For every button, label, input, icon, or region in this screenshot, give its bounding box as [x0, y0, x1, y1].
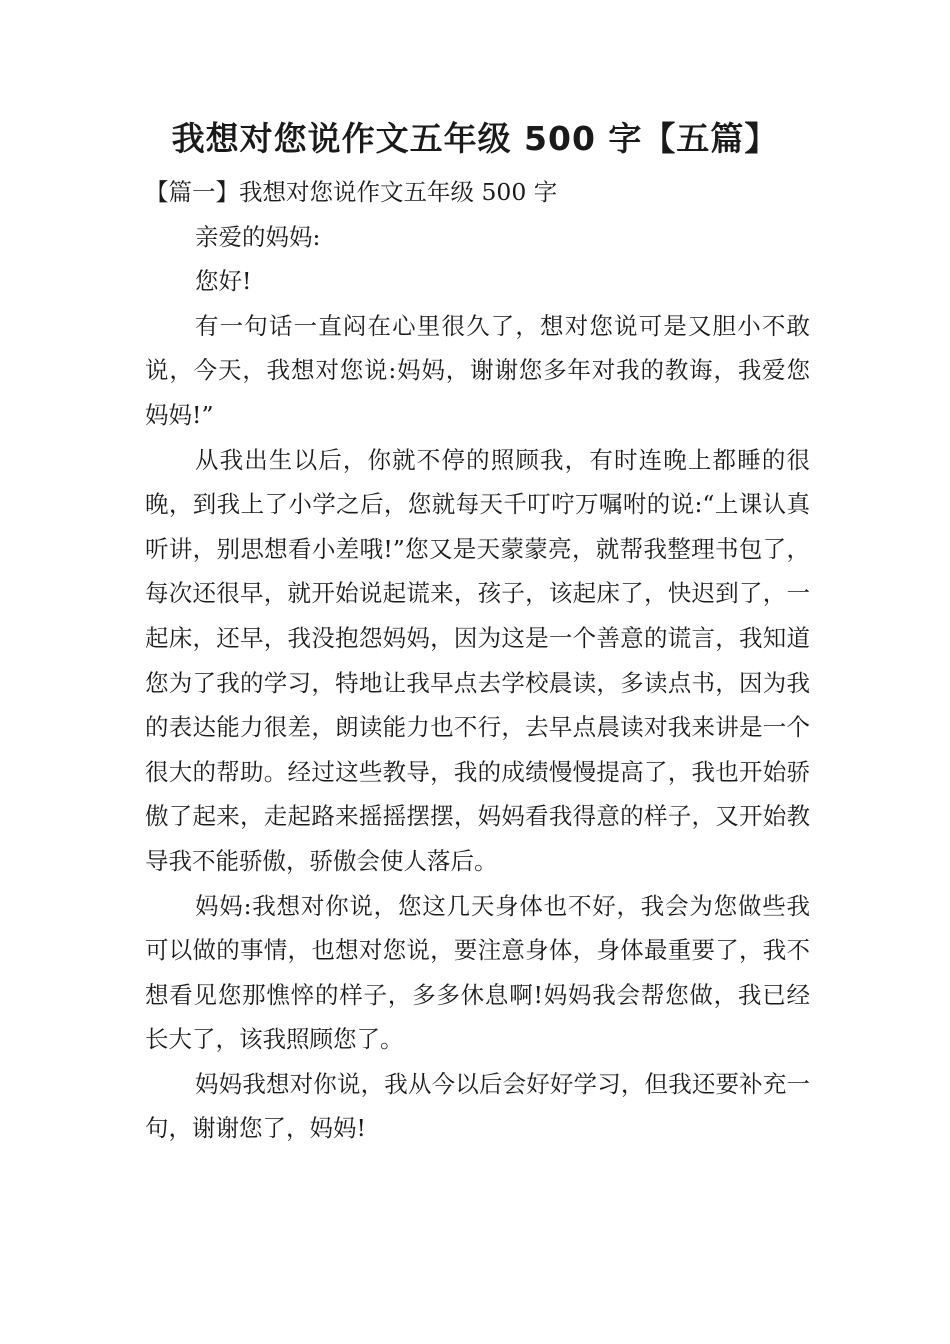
- salutation-line: 您好!: [195, 267, 252, 296]
- section-title: 【篇一】我想对您说作文五年级 500 字: [145, 178, 558, 206]
- greeting-line: 亲爱的妈妈:: [195, 222, 321, 251]
- body-paragraph: 从我出生以后，你就不停的照顾我，有时连晚上都睡的很晚，到我上了小学之后，您就每天千叮咛万嘱咐的说:“上课认真听讲，别思想看小差哦!”您又是天蒙蒙亮，就帮我整理书包了，每次还很早，就开始说起谎来，孩子，该起床了，快迟到了，一起床，还早，我没抱怨妈妈，因为这是一个善意的谎言，我知道您为了我的学习，特地让我早点去学校晨读，多读点书，因为我的表达能力很差，朗读能力也不行，去早点晨读对我来讲是一个很大的帮助。经过这些教导，我的成绩慢慢提高了，我也开始骄傲了起来，走起路来摇摇摆摆，妈妈看我得意的样子，又开始教导我不能骄傲，骄傲会使人落后。: [145, 445, 810, 875]
- body-paragraph: 有一句话一直闷在心里很久了，想对您说可是又胆小不敢说，今天，我想对您说:妈妈，谢谢您多年对我的教诲，我爱您妈妈!”: [145, 311, 810, 429]
- document-body: [145, 170, 810, 1151]
- body-paragraph: 妈妈我想对你说，我从今以后会好好学习，但我还要补充一句，谢谢您了，妈妈!: [145, 1069, 810, 1143]
- document-title: 我想对您说作文五年级 500 字【五篇】: [171, 119, 779, 158]
- body-paragraph: 妈妈:我想对你说，您这几天身体也不好，我会为您做些我可以做的事情，也想对您说，要注意身体，身体最重要了，我不想看见您那憔悴的样子，多多休息啊!妈妈我会帮您做，我已经长大了，该我照顾您了。: [145, 891, 810, 1054]
